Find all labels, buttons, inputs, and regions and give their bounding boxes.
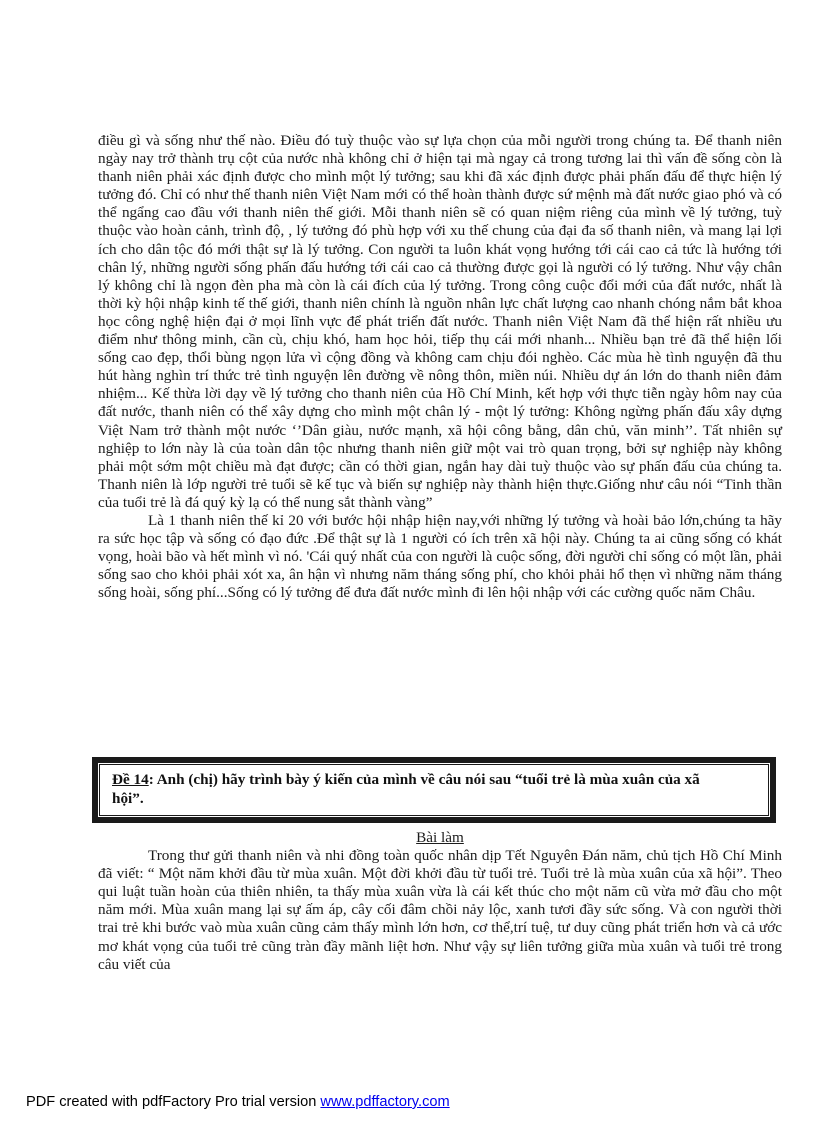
document-body	[98, 132, 782, 602]
question-box	[92, 757, 776, 823]
question-label: Đề 14	[112, 771, 149, 788]
footer-link[interactable]: www.pdffactory.com	[320, 1094, 450, 1110]
body-paragraph-2: Là 1 thanh niên thế kỉ 20 với bước hội nhập hiện nay,với những lý tưởng và hoài bảo lớn,chúng ta hãy ra sức học tập và sống có đạo đức .Để thật sự là 1 người có ích trên xã hội này. Chúng ta ai cũng sống có khát vọng, hoài bão và hết mình vì nó. 'Cái quý nhất của con người là cuộc sống, đời người chỉ sống có một lần, phải sống sao cho khỏi phải xót xa, ân hận vì nhưng năm tháng sống phí, cho khỏi phải hổ thẹn vì những năm tháng sống hoài, sống phí...Sống có lý tưởng để đưa đất nước mình đi lên hội nhập với các cường quốc năm Châu.	[98, 511, 782, 602]
answer-paragraph: Trong thư gửi thanh niên và nhi đồng toàn quốc nhân dịp Tết Nguyên Đán năm, chủ tịch Hồ Chí Minh đã viết: “ Một năm khởi đầu từ mùa xuân. Một đời khởi đầu từ tuổi trẻ. Tuổi trẻ là mùa xuân của xã hội”. Theo qui luật tuần hoàn của thiên nhiên, ta thấy mùa xuân vừa là cái kết thúc cho một năm cũ vừa mở đầu cho một năm mới. Mùa xuân mang lại sự ấm áp, cây cối đâm chồi nảy lộc, xanh tươi đầy sức sống. Và con người thời trai trẻ khi bước vaò mùa xuân cũng cảm thấy mình lớn hơn, cơ thể,trí tuệ, tư duy cũng phát triển hơn và cả ước mơ khát vọng của tuổi trẻ cũng tràn đầy mãnh liệt hơn. Như vậy sự liên tưởng giữa mùa xuân và tuổi trẻ trong câu viết của	[98, 847, 782, 973]
body-paragraph-1: điều gì và sống như thế nào. Điều đó tuỳ thuộc vào sự lựa chọn của mỗi người trong chúng ta. Để thanh niên ngày nay trở thành trụ cột của nước nhà không chỉ ở hiện tại mà ngay cả trong tương lai thì vấn đề sống còn là thanh niên phải xác định được cho mình một lý tưởng; sau khi đã xác định được phải phấn đấu để thực hiện lý tưởng đó. Chỉ có như thế thanh niên Việt Nam mới có thể hoàn thành được sứ mệnh mà đất nước giao phó và có thể ngẩng cao đầu với thanh niên thế giới. Mỗi thanh niên sẽ có quan niệm riêng của mình về lý tưởng, tuỳ thuộc vào hoàn cảnh, trình độ, , lý tưởng đó phù hợp với xu thế chung của đại đa số thanh niên, và mang lại lợi ích cho dân tộc đó mới thật sự là lý tưởng. Con người ta luôn khát vọng hướng tới cái cao cả tức là hướng tới chân lý, những người sống phấn đấu hướng tới cái cao cả thường được gọi là người có lý tưởng. Như vậy chân lý không chỉ là ngọn đèn pha mà còn là cái đích của lý tưởng. Trong công cuộc đổi mới của đất nước, nhất là thời kỳ hội nhập kinh tế thế giới, thanh niên chính là nguồn nhân lực chất lượng cao nhanh chóng nắm bắt khoa học công nghệ hiện đại ở mọi lĩnh vực để phát triển đất nước. Thanh niên Việt Nam đã thể hiện rất nhiều ưu điểm như thông minh, cần cù, chịu khó, ham học hỏi, tiếp thụ cái mới nhanh... Nhiều bạn trẻ đã thể hiện lối sống cao đẹp, thổi bùng ngọn lửa vì cộng đồng và không cam chịu đói nghèo. Các mùa hè tình nguyện đã thu hút hàng nghìn trí thức trẻ tình nguyện lên đường về nông thôn, miền núi. Nhiều dự án lớn do thanh niên đảm nhiệm... Kế thừa lời dạy về lý tưởng cho thanh niên của Hồ Chí Minh, kết hợp với thực tiễn ngày hôm nay của đất nước, thanh niên có thể xây dựng cho mình một chân lý - một lý tưởng: Không ngừng phấn đấu xây dựng Việt Nam trở thành một nước ‘’Dân giàu, nước mạnh, xã hội công bằng, dân chủ, văn minh’’. Tất nhiên sự nghiệp to lớn này là của toàn dân tộc nhưng thanh niên giữ một vai trò quan trọng, bởi sự nghiệp này không phải một sớm một chiều mà đạt được; cần có thời gian, ngắn hay dài tuỳ thuộc vào sự phấn đấu của chúng ta. Thanh niên là lớp người trẻ tuổi sẽ kế tục và biến sự nghiệp này thành hiện thực.Giống như câu nói “Tinh thần của tuổi trẻ là đá quý kỳ lạ có thể nung sắt thành vàng”	[98, 132, 782, 511]
answer-title: Bài làm	[416, 829, 464, 846]
question-body: : Anh (chị) hãy trình bày ý kiến của mình về câu nói sau “tuổi trẻ là mùa xuân của xã hội”.	[112, 771, 700, 807]
pdf-footer	[26, 1094, 450, 1110]
question-text	[112, 771, 732, 808]
answer-section	[98, 829, 782, 974]
footer-text: PDF created with pdfFactory Pro trial version	[26, 1094, 321, 1110]
